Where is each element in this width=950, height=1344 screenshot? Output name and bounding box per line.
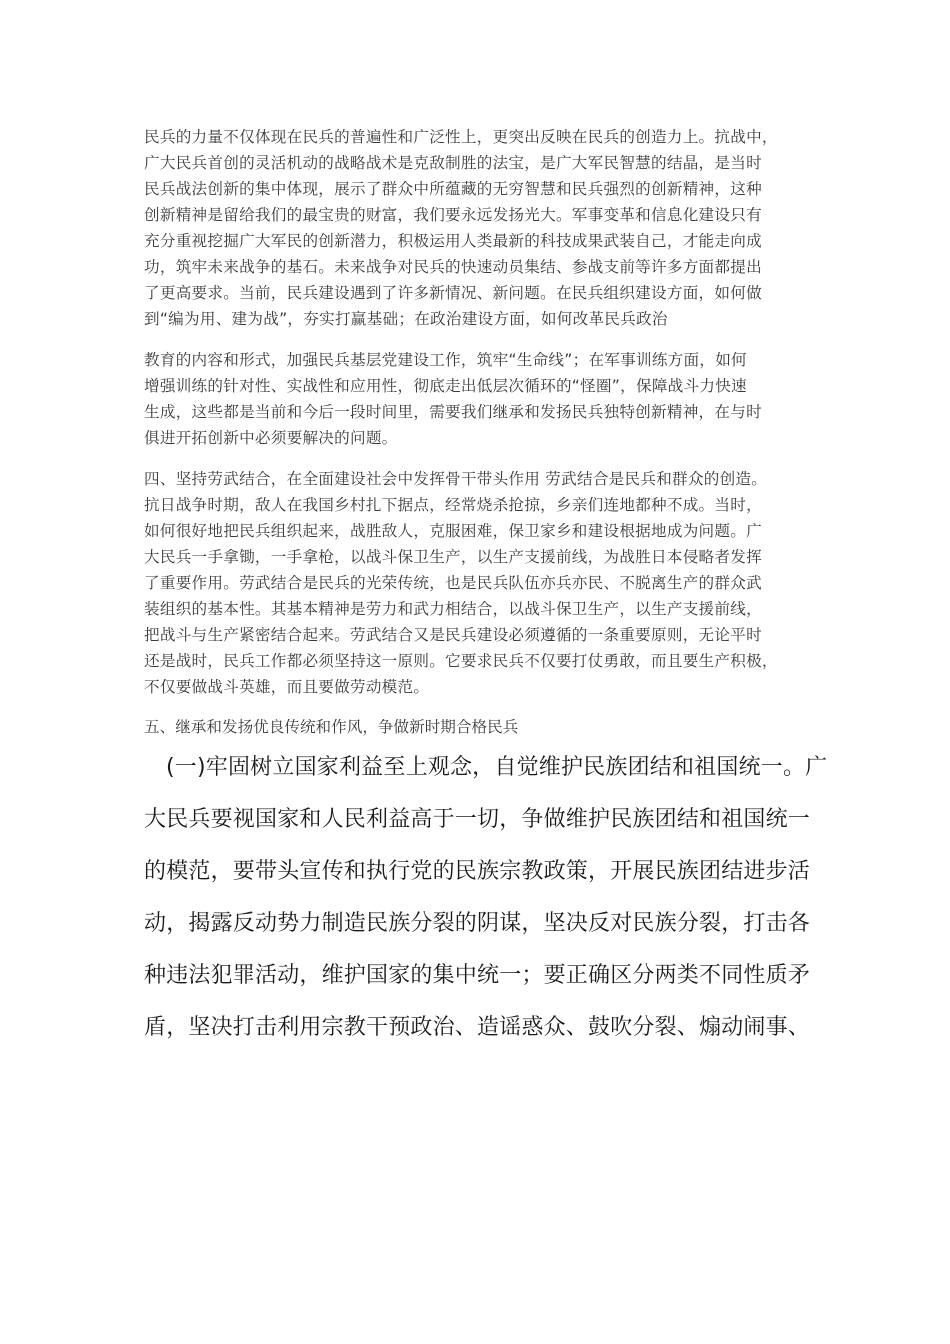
text-line: 盾，坚决打击利用宗教干预政治、造谣惑众、鼓吹分裂、煽动闹事、 [144,1015,811,1040]
text-line: 生成，这些都是当前和今后一段时间里，需要我们继承和发扬民兵独特创新精神，在与时 [144,403,762,421]
text-line: 民兵战法创新的集中体现，展示了群众中所蕴藏的无穷智慧和民兵强烈的创新精神，这种 [144,180,762,198]
text-line: 还是战时，民兵工作都必须坚持这一原则。它要求民兵不仅要打仗勇敢，而且要生产积极， [144,652,778,670]
text-line: 俱进开拓创新中必须要解决的问题。 [144,429,398,447]
paragraph-national-unity [144,742,828,1054]
text-line: 抗日战争时期，敌人在我国乡村扎下据点，经常烧杀抢掠，乡亲们连地都种不成。当时， [144,496,762,514]
section-five-heading: 五、继承和发扬优良传统和作风，争做新时期合格民兵 [144,718,519,736]
text-line: 广大民兵首创的灵活机动的战略战术是克敌制胜的法宝，是广大军民智慧的结晶，是当时 [144,154,762,172]
paragraph-political-education [144,347,808,451]
text-line: 增强训练的针对性、实战性和应用性，彻底走出低层次循环的“怪圈”，保障战斗力快速 [144,377,747,395]
text-line: 不仅要做战斗英雄，而且要做劳动模范。 [144,678,430,696]
text-line: 教育的内容和形式，加强民兵基层党建设工作，筑牢“生命线”；在军事训练方面，如何 [144,351,747,369]
text-line: 装组织的基本性。其基本精神是劳力和武力相结合，以战斗保卫生产，以生产支援前线， [144,600,762,618]
text-line: 民兵的力量不仅体现在民兵的普遍性和广泛性上，更突出反映在民兵的创造力上。抗战中， [144,128,778,146]
text-line: (一)牢固树立国家利益至上观念，自觉维护民族团结和祖国统一。广 [166,755,828,780]
text-line: 种违法犯罪活动，维护国家的集中统一；要正确区分两类不同性质矛 [144,963,811,988]
paragraph-section-four [144,466,808,700]
text-line: 动，揭露反动势力制造民族分裂的阴谋，坚决反对民族分裂，打击各 [144,911,811,936]
text-line: 的模范，要带头宣传和执行党的民族宗教政策，开展民族团结进步活 [144,859,811,884]
text-line: 四、坚持劳武结合，在全面建设社会中发挥骨干带头作用 劳武结合是民兵和群众的创造。 [144,470,768,488]
text-line: 了更高要求。当前，民兵建设遇到了许多新情况、新问题。在民兵组织建设方面，如何做 [144,284,762,302]
text-line: 大民兵一手拿锄，一手拿枪，以战斗保卫生产，以生产支援前线，为战胜日本侵略者发挥 [144,548,762,566]
text-line: 充分重视挖掘广大军民的创新潜力，积极运用人类最新的科技成果武装自己，才能走向成 [144,232,762,250]
text-line: 大民兵要视国家和人民利益高于一切，争做维护民族团结和祖国统一 [144,807,811,832]
text-line: 到“编为用、建为战”，夯实打赢基础；在政治建设方面，如何改革民兵政治 [144,310,668,328]
text-line: 功，筑牢未来战争的基石。未来战争对民兵的快速动员集结、参战支前等许多方面都提出 [144,258,762,276]
text-line: 如何很好地把民兵组织起来，战胜敌人，克服困难，保卫家乡和建设根据地成为问题。广 [144,522,762,540]
paragraph-militia-creativity [144,124,808,332]
text-line: 创新精神是留给我们的最宝贵的财富，我们要永远发扬光大。军事变革和信息化建设只有 [144,206,762,224]
text-line: 把战斗与生产紧密结合起来。劳武结合又是民兵建设必须遵循的一条重要原则，无论平时 [144,626,762,644]
document-body [144,124,828,1054]
text-line: 了重要作用。劳武结合是民兵的光荣传统，也是民兵队伍亦兵亦民、不脱离生产的群众武 [144,574,762,592]
